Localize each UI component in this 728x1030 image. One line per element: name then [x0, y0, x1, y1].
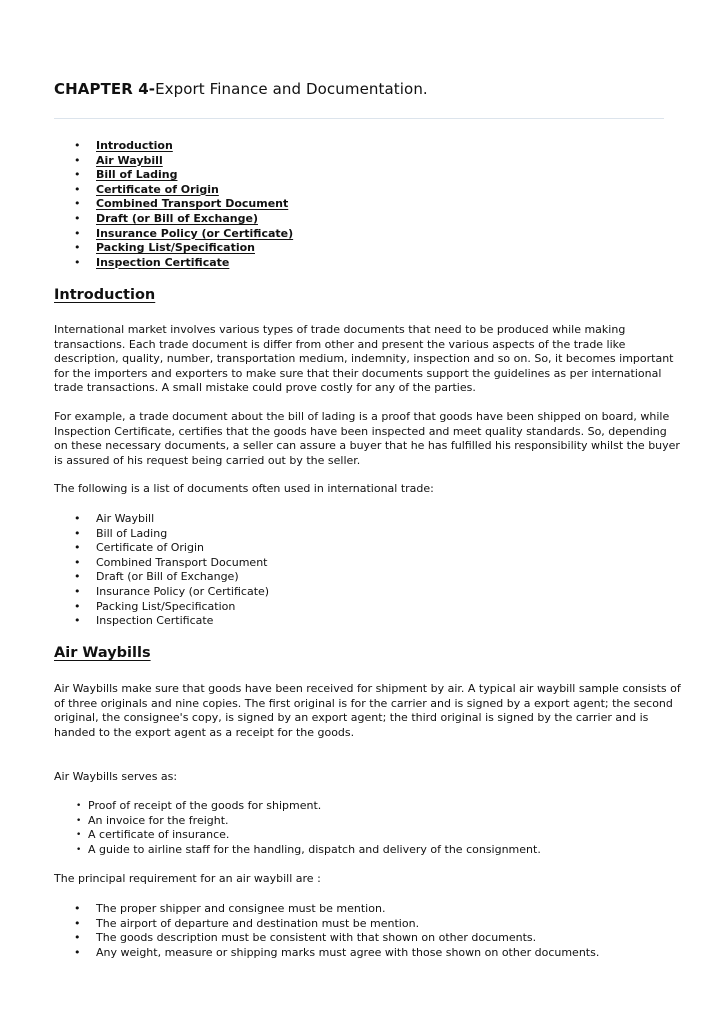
text-line: For example, a trade document about the bill of lading is a proof that goods have been shipped on board, while — [54, 410, 670, 423]
bullet-icon: • — [74, 255, 81, 269]
bullet-icon: • — [76, 815, 82, 826]
text-line: trade transactions. A small mistake could prove costly for any of the parties. — [54, 381, 476, 395]
air-waybills-serves-intro — [54, 770, 666, 785]
air-waybills-paragraph — [54, 682, 681, 740]
bullet-icon: • — [74, 241, 81, 255]
text-line: is assured of his request being carried out by the seller. — [54, 453, 361, 467]
bullet-icon: • — [76, 830, 82, 841]
bullet-icon: • — [74, 153, 81, 167]
chapter-name: Export Finance and Documentation. — [155, 80, 428, 98]
toc-link[interactable]: Bill of Lading — [96, 168, 178, 182]
toc-link[interactable]: Certificate of Origin — [96, 182, 219, 196]
text-line: transactions. Each trade document is differ from other and present the various aspects of the trade like — [54, 337, 626, 351]
toc-link[interactable]: Draft (or Bill of Exchange) — [96, 211, 258, 225]
bullet-icon: • — [74, 182, 81, 196]
bullet-icon: • — [74, 599, 81, 613]
text-line: Air Waybills serves as: — [54, 770, 178, 783]
text-line: description, quality, number, transportation medium, indemnity, inspection and so on. So, it becomes important — [54, 352, 674, 366]
bullet-icon: • — [76, 844, 82, 855]
text-line: handed to the export agent as a receipt for the goods. — [54, 725, 355, 739]
bullet-icon: • — [74, 902, 81, 915]
title-divider — [54, 118, 664, 119]
air-waybills-requirements-intro — [54, 872, 666, 887]
text-line: Inspection Certificate, certifies that the goods have been inspected and meet quality standards. So, depending — [54, 424, 667, 438]
introduction-paragraph-2 — [54, 410, 680, 468]
introduction-paragraph-3 — [54, 482, 666, 497]
toc-link[interactable]: Inspection Certificate — [96, 255, 230, 269]
text-line: for the importers and exporters to make sure that their documents support the guidelines as per international — [54, 366, 662, 380]
bullet-icon: • — [74, 945, 81, 959]
text-line: Air Waybills make sure that goods have been received for shipment by air. A typical air waybill sample consists of — [54, 682, 681, 695]
chapter-title — [54, 80, 428, 98]
toc-link[interactable]: Packing List/Specification — [96, 241, 255, 255]
text-line: original, the consignee's copy, is signed by an export agent; the third original is signed by the carrier and is — [54, 711, 649, 725]
bullet-icon: • — [74, 555, 81, 569]
bullet-icon: • — [76, 801, 82, 811]
text-line: The principal requirement for an air waybill are : — [54, 872, 321, 885]
bullet-icon: • — [74, 614, 81, 628]
toc-link[interactable]: Combined Transport Document — [96, 197, 289, 211]
bullet-icon: • — [74, 226, 81, 240]
bullet-icon: • — [74, 197, 81, 211]
toc-link[interactable]: Insurance Policy (or Certificate) — [96, 226, 294, 240]
bullet-icon: • — [74, 931, 81, 945]
toc-link[interactable]: Introduction — [96, 139, 173, 152]
toc-link[interactable]: Air Waybill — [96, 153, 163, 167]
bullet-icon: • — [74, 512, 81, 525]
text-line: on these necessary documents, a seller can assure a buyer that he has fulfilled his responsibility whilst the buyer — [54, 439, 680, 453]
bullet-icon: • — [74, 139, 81, 152]
text-line: International market involves various types of trade documents that need to be produced while making — [54, 323, 626, 336]
bullet-icon: • — [74, 570, 81, 584]
chapter-number: CHAPTER 4- — [54, 80, 156, 98]
introduction-paragraph-1 — [54, 323, 674, 396]
text-line: of three originals and nine copies. The first original is for the carrier and is signed by a export agent; the second — [54, 696, 673, 710]
bullet-icon: • — [74, 211, 81, 225]
air-waybills-heading: Air Waybills — [54, 645, 151, 661]
introduction-heading: Introduction — [54, 287, 156, 303]
bullet-icon: • — [74, 916, 81, 930]
bullet-icon: • — [74, 541, 81, 555]
bullet-icon: • — [74, 168, 81, 182]
bullet-icon: • — [74, 584, 81, 598]
bullet-icon: • — [74, 526, 81, 540]
text-line: The following is a list of documents often used in international trade: — [54, 482, 434, 495]
